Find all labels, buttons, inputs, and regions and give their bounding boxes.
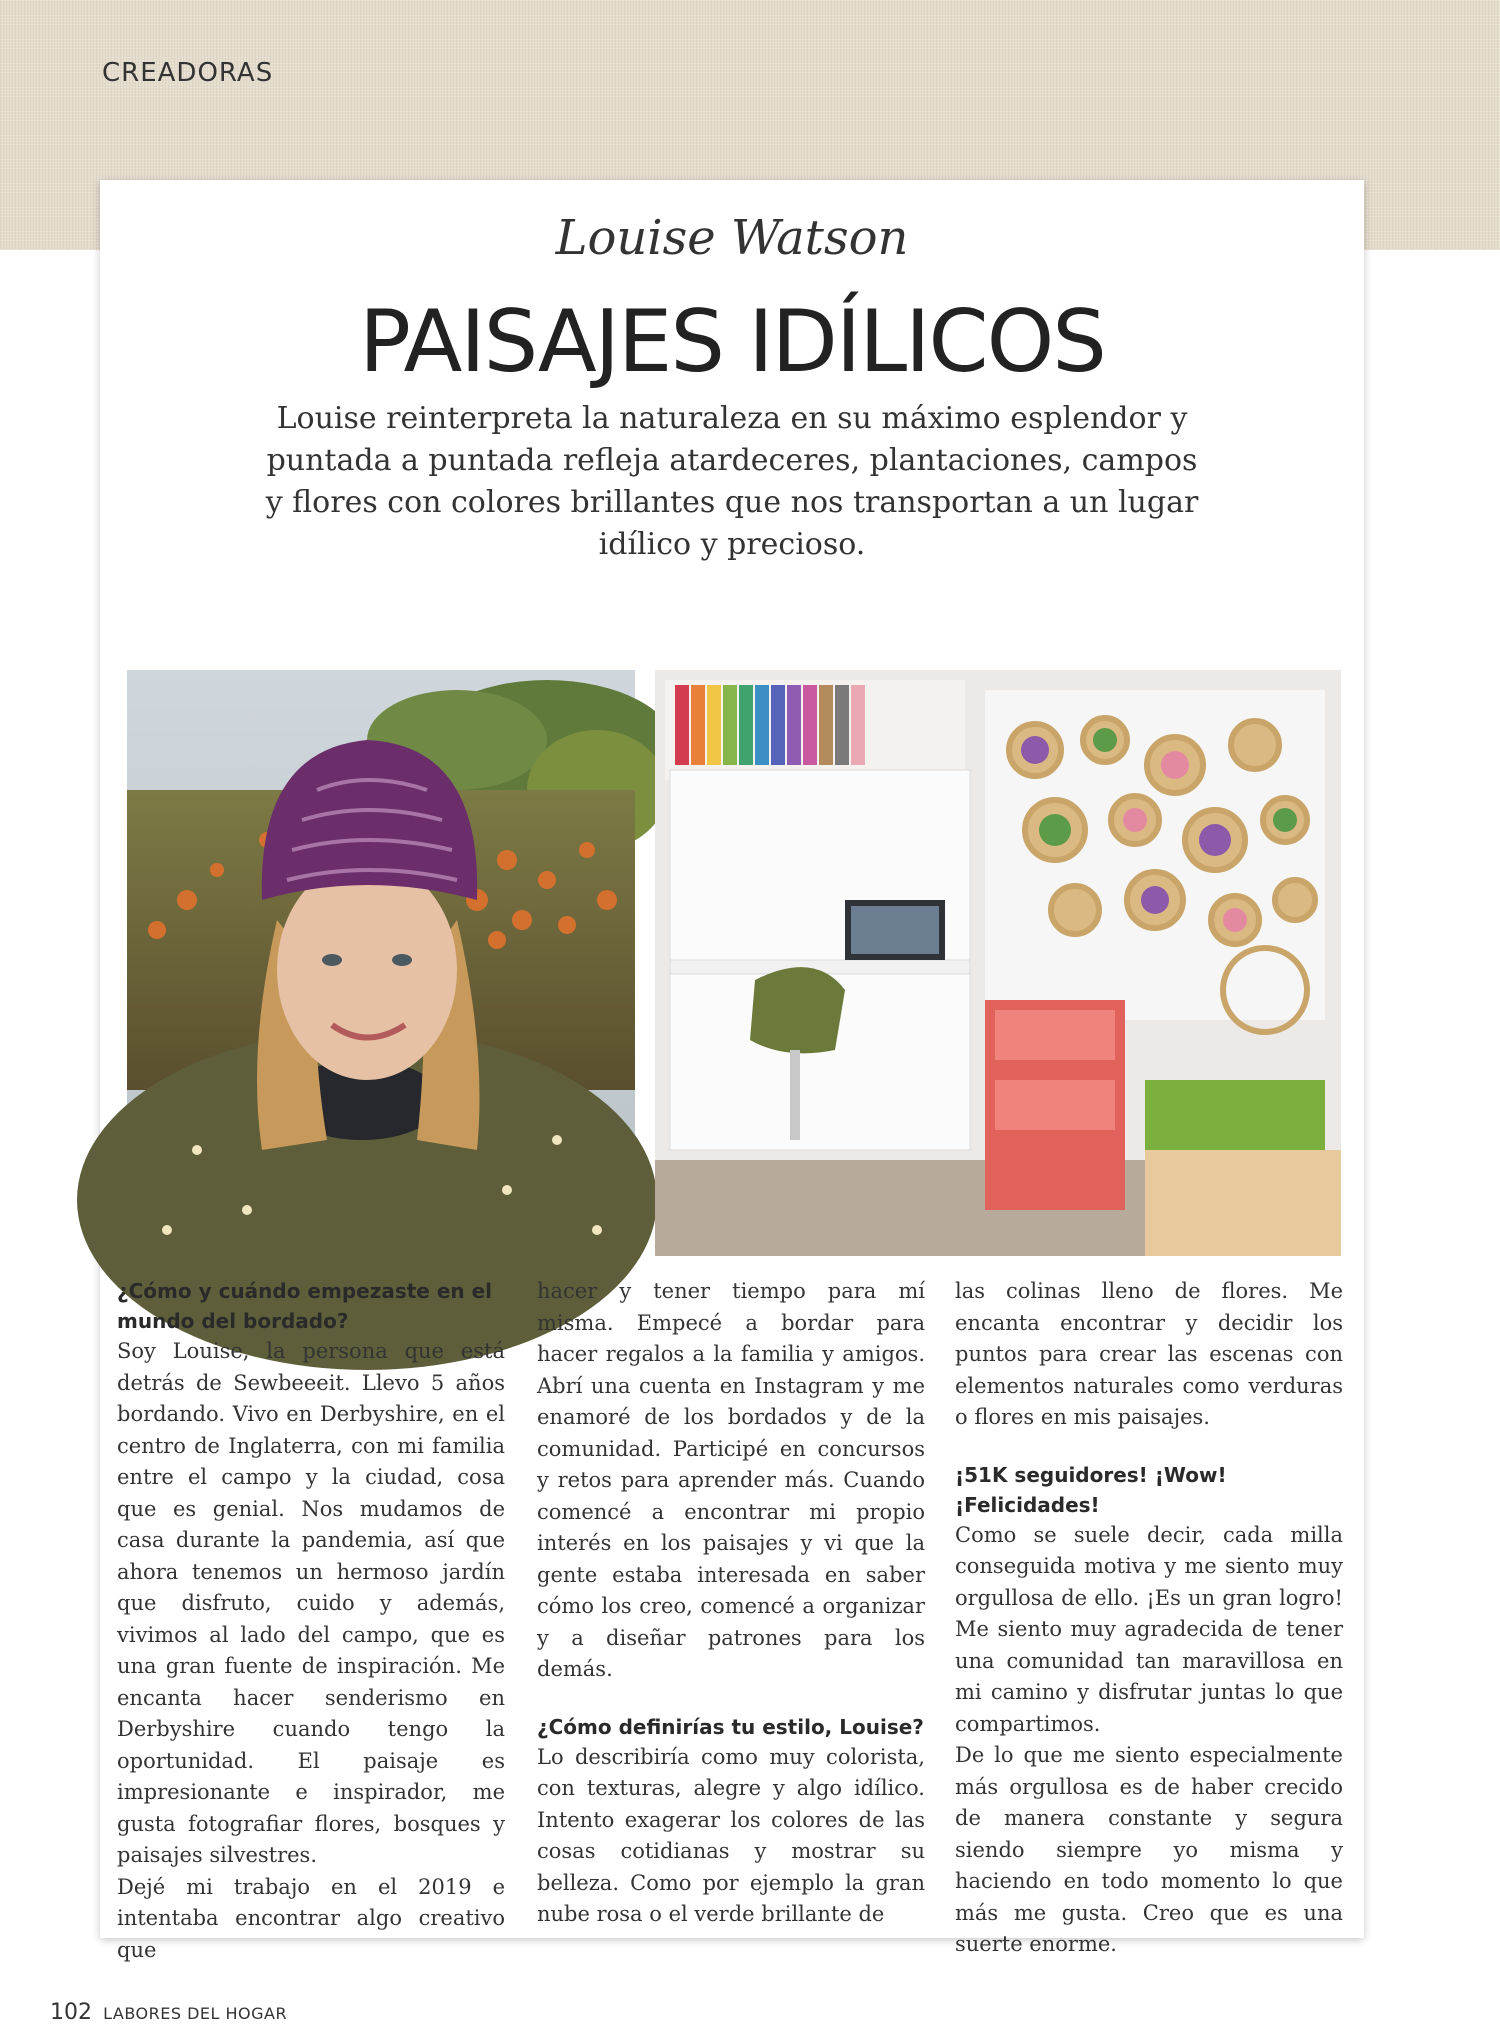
paragraph: Lo describiría como muy colorista, con texturas, alegre y algo idílico. Intento exagerar los colores de las cosas cotidianas y mostrar su belleza. Como por ejemplo la gran nube rosa o el verde brillante de	[537, 1744, 925, 1926]
article-title: PAISAJES IDÍLICOS	[359, 292, 1105, 392]
author-name: Louise Watson	[555, 210, 909, 266]
spacer	[537, 1686, 925, 1712]
column-1	[117, 1276, 505, 1962]
portrait-photo	[127, 670, 635, 1256]
question-heading: ¿Cómo definirías tu estilo, Louise?	[537, 1714, 924, 1739]
studio-illustration	[655, 670, 1341, 1256]
paragraph: Como se suele decir, cada milla conseguida motiva y me siento muy orgullosa de ello. ¡Es un gran logro! Me siento muy agradecida de tener una comunidad tan maravillosa en mi camino y disfrutar juntas lo que compartimos.	[955, 1522, 1343, 1736]
paragraph: Soy Louise, la persona que está detrás de Sewbeeeit. Llevo 5 años bordando. Vivo en Derbyshire, en el centro de Inglaterra, con mi familia entre el campo y la ciudad, cosa que es genial. Nos mudamos de casa durante la pandemia, así que ahora tenemos un hermoso jardín que disfruto, cuido y además, vivimos al lado del campo, que es una gran fuente de inspiración. Me encanta hacer senderismo en Derbyshire cuando tengo la oportunidad. El paisaje es impresionante e inspirador, me gusta fotografiar flores, bosques y paisajes silvestres.	[117, 1339, 505, 1867]
paragraph: Dejé mi trabajo en el 2019 e intentaba encontrar algo creativo que	[117, 1874, 505, 1962]
section-label: CREADORAS	[102, 58, 274, 88]
paragraph: hacer y tener tiempo para mí misma. Empecé a bordar para hacer regalos a la familia y amigos. Abrí una cuenta en Instagram y me enamoré de los bordados y de la comunidad. Participé en concursos y retos para aprender más. Cuando comencé a encontrar mi propio interés en los paisajes y vi que la gente estaba interesada en saber cómo los creo, comencé a organizar y a diseñar patrones para los demás.	[537, 1279, 925, 1681]
portrait-illustration	[127, 670, 635, 1256]
column-3	[955, 1276, 1343, 1956]
article-lead: Louise reinterpreta la naturaleza en su máximo esplendor y puntada a puntada refleja atardeceres, plantaciones, campos y flores con colores brillantes que nos transportan a un lugar idílico y precioso.	[265, 401, 1199, 562]
page-footer	[50, 2000, 287, 2025]
question-heading: ¿Cómo y cuándo empezaste en el mundo del bordado?	[117, 1279, 493, 1333]
column-2	[537, 1276, 925, 1926]
magazine-name: LABORES DEL HOGAR	[103, 2004, 288, 2023]
page-number: 102	[50, 2000, 92, 2025]
paragraph: las colinas lleno de flores. Me encanta encontrar y decidir los puntos para crear las escenas con elementos naturales como verduras o flores en mis paisajes.	[955, 1279, 1343, 1429]
spacer	[955, 1434, 1343, 1460]
paragraph: De lo que me siento especialmente más orgullosa es de haber crecido de manera constante y segura siendo siempre yo misma y haciendo en todo momento lo que más me gusta. Creo que es una suerte enorme.	[955, 1743, 1343, 1956]
studio-photo	[655, 670, 1341, 1256]
article-card	[100, 180, 1364, 1962]
question-heading: ¡51K seguidores! ¡Wow! ¡Felicidades!	[955, 1462, 1227, 1517]
